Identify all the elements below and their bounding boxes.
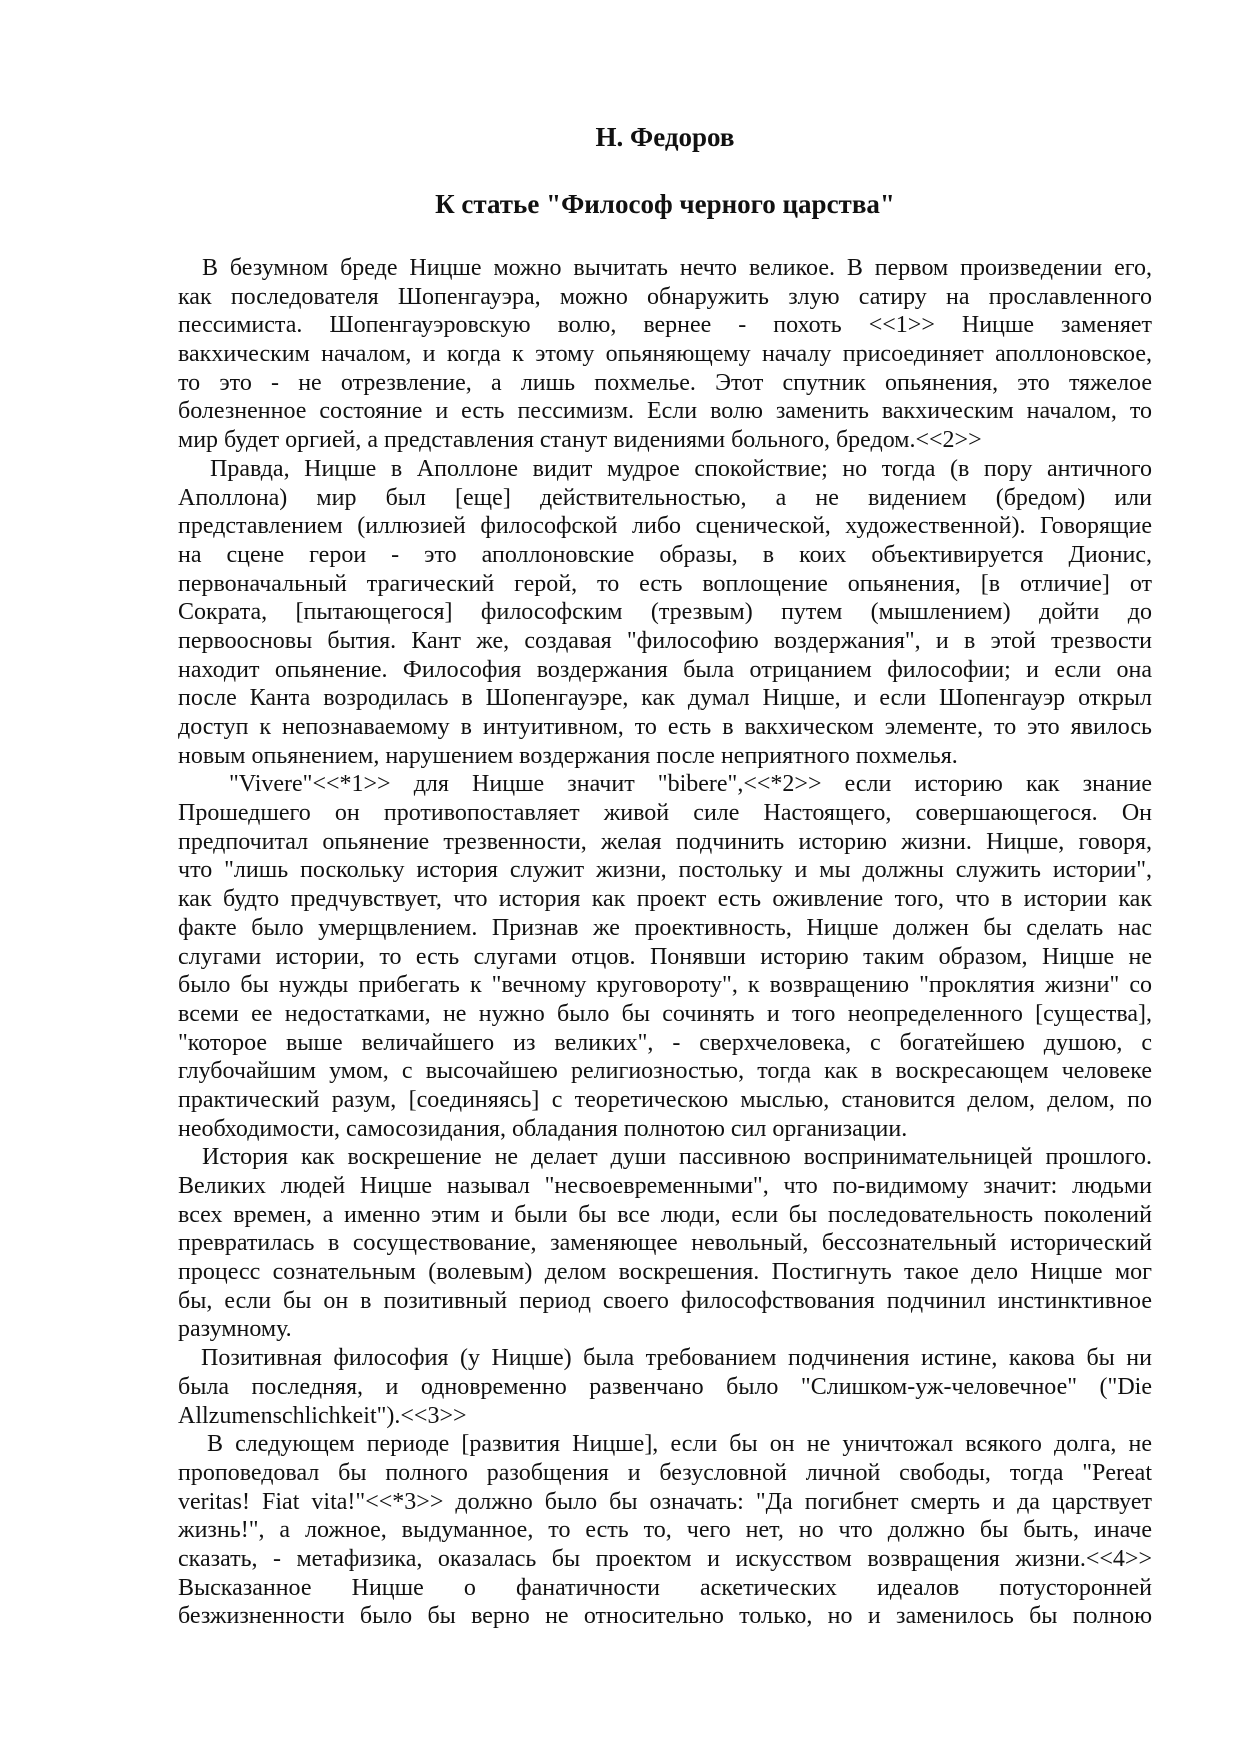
text-line: Позитивная философия (у Ницше) была требованием подчинения истине, какова бы ни [201, 1345, 1152, 1372]
text-line: слугами истории, то есть слугами отцов. Понявши историю таким образом, Ницше не [178, 943, 1152, 970]
text-line: первоначальный трагический герой, то есть воплощение опьянения, [в отличие] от [178, 570, 1152, 597]
text-line: Сократа, [пытающегося] философским (трезвым) путем (мышлением) дойти до [178, 599, 1152, 626]
text-line: бы, если бы он в позитивный период своего философствования подчинил инстинктивное [178, 1287, 1152, 1314]
text-line: Высказанное Ницше о фанатичности аскетических идеалов потусторонней [178, 1574, 1152, 1601]
text-line: практический разум, [соединяясь] с теоретическою мыслью, становится делом, делом, по [178, 1086, 1152, 1113]
text-line: процесс сознательным (волевым) делом воскрешения. Постигнуть такое дело Ницше мог [178, 1259, 1152, 1286]
text-line: пессимиста. Шопенгауэровскую волю, вернее - похоть <<1>> Ницше заменяет [178, 312, 1152, 339]
article-body [178, 254, 1152, 1631]
text-line: История как воскрешение не делает души пассивною воспринимательницей прошлого. [202, 1144, 1152, 1171]
text-line: "Vivere"<<*1>> для Ницше значит "bibere",<<*2>> если историю как знание [229, 771, 1152, 798]
text-line: как будто предчувствует, что история как проект есть оживление того, что в истории как [178, 886, 1152, 913]
text-line: после Канта возродилась в Шопенгауэре, как думал Ницше, и если Шопенгауэр открыл [178, 685, 1152, 712]
text-line: была последняя, и одновременно развенчано было "Слишком-уж-человечное" ("Die [178, 1373, 1152, 1400]
paragraph [178, 254, 1152, 455]
text-line: veritas! Fiat vita!"<<*3>> должно было бы означать: "Да погибнет смерть и да царствует [178, 1488, 1152, 1515]
text-line: доступ к непознаваемому в интуитивном, то есть в вакхическом элементе, то это явилось [178, 714, 1152, 740]
text-line: было бы нужды прибегать к "вечному круговороту", к возвращению "проклятия жизни" со [178, 972, 1152, 999]
text-line: находит опьянение. Философия воздержания была отрицанием философии; и если она [178, 656, 1152, 683]
paragraph [178, 770, 1152, 1143]
text-line: всеми ее недостатками, не нужно было бы сочинять и того неопределенного [существа], [178, 1000, 1152, 1027]
text-line: Правда, Ницше в Аполлоне видит мудрое спокойствие; но тогда (в пору античного [210, 455, 1152, 482]
text-line: как последователя Шопенгауэра, можно обнаружить злую сатиру на прославленного [178, 283, 1152, 310]
paragraph [178, 1344, 1152, 1430]
paragraph [178, 1143, 1152, 1344]
text-line: Прошедшего он противопоставляет живой силе Настоящего, совершающегося. Он [178, 800, 1152, 827]
text-line: сказать, - метафизика, оказалась бы проектом и искусством возвращения жизни.<<4>> [178, 1545, 1152, 1572]
text-line: первоосновы бытия. Кант же, создавая "философию воздержания", и в этой трезвости [178, 627, 1152, 654]
text-line: превратилась в сосуществование, заменяющее невольный, бессознательный исторический [178, 1230, 1152, 1257]
text-line: Аполлона) мир был [еще] действительностью, а не видением (бредом) или [178, 484, 1152, 511]
text-line: необходимости, самосозидания, обладания полнотою сил организации. [178, 1115, 908, 1142]
text-line: безжизненности было бы верно не относительно только, но и заменилось бы полною [178, 1603, 1152, 1630]
text-line: разумному. [178, 1316, 292, 1343]
text-line: предпочитал опьянение трезвенности, желая подчинить историю жизни. Ницше, говоря, [178, 828, 1152, 855]
text-line: болезненное состояние и есть пессимизм. Если волю заменить вакхическим началом, то [178, 398, 1152, 425]
paragraph [178, 1430, 1152, 1631]
text-line: представлением (иллюзией философской либо сценической, художественной). Говорящие [178, 513, 1152, 540]
text-line: то это - не отрезвление, а лишь похмелье. Этот спутник опьянения, это тяжелое [178, 369, 1152, 396]
author-heading: Н. Федоров [595, 122, 735, 152]
text-line: факте было умерщвлением. Признав же проективность, Ницше должен бы сделать нас [178, 914, 1152, 941]
text-line: мир будет оргией, а представления станут видениями больного, бредом.<<2>> [178, 427, 982, 454]
text-line: жизнь!", а ложное, выдуманное, то есть то, чего нет, но что должно бы быть, иначе [178, 1517, 1152, 1544]
text-line: В следующем периоде [развития Ницше], если бы он не уничтожал всякого долга, не [207, 1431, 1152, 1458]
text-line: всех времен, а именно этим и были бы все люди, если бы последовательность поколений [178, 1201, 1152, 1228]
text-line: Allzumenschlichkeit").<<3>> [178, 1402, 467, 1429]
text-line: глубочайшим умом, с высочайшею религиозностью, тогда как в воскресающем человеке [178, 1058, 1152, 1085]
article-title: К статье "Философ черного царства" [435, 189, 895, 219]
text-line: В безумном бреде Ницше можно вычитать нечто великое. В первом произведении его, [202, 255, 1152, 281]
text-line: что "лишь поскольку история служит жизни, постольку и мы должны служить истории", [178, 857, 1152, 884]
text-line: Великих людей Ницше называл "несвоевременными", что по-видимому значит: людьми [178, 1173, 1152, 1199]
paragraph [178, 455, 1152, 771]
text-line: новым опьянением, нарушением воздержания после неприятного похмелья. [178, 742, 958, 769]
text-line: "которое выше величайшего из великих", - сверхчеловека, с богатейшею душою, с [178, 1029, 1152, 1056]
text-line: вакхическим началом, и когда к этому опьяняющему началу присоединяет аполлоновское, [178, 341, 1152, 368]
text-line: проповедовал бы полного разобщения и безусловной личной свободы, тогда "Pereat [178, 1459, 1152, 1486]
text-line: на сцене герои - это аполлоновские образы, в коих объективируется Дионис, [178, 541, 1152, 568]
